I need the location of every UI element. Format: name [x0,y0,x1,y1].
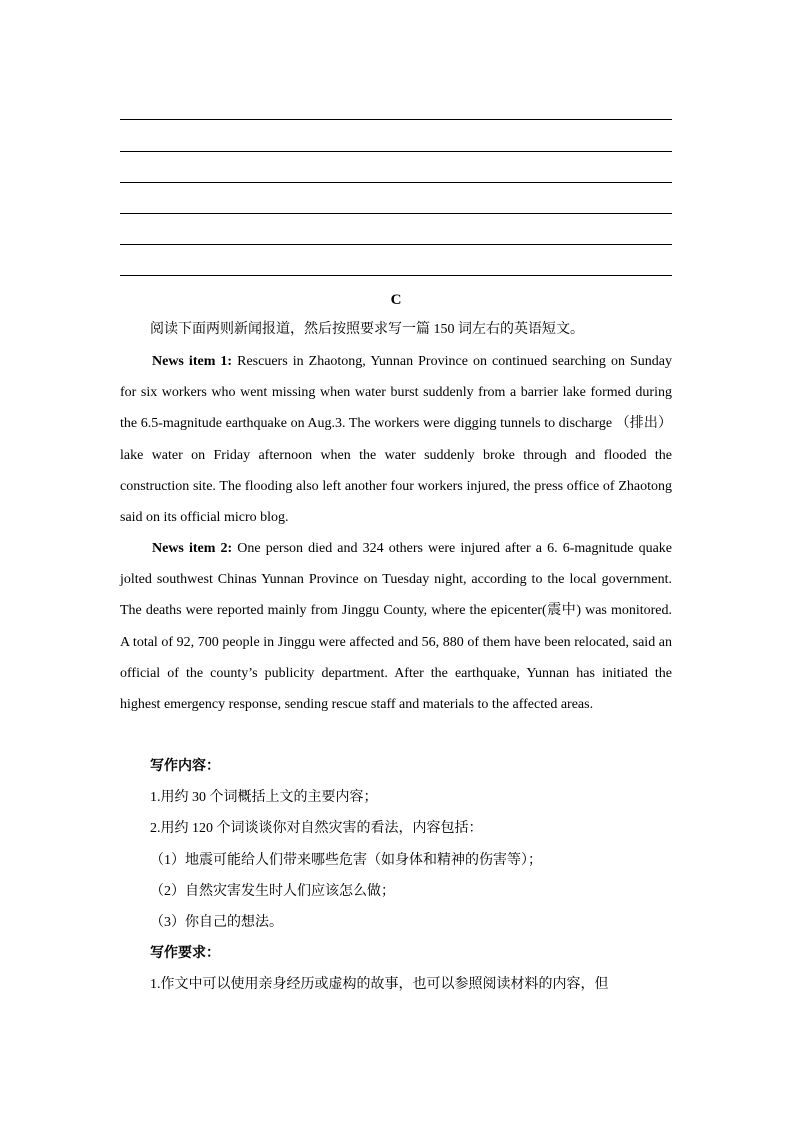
news-item-2 [120,533,672,720]
writing-requirements-item: 1.作文中可以使用亲身经历或虚构的故事，也可以参照阅读材料的内容，但 [150,977,609,992]
answer-line [120,119,672,120]
writing-content-item: （3）你自己的想法。 [150,915,283,930]
writing-requirements-heading: 写作要求： [150,946,220,961]
writing-content-heading: 写作内容： [150,759,220,774]
news-item-1-text: Rescuers in Zhaotong, Yunnan Province on continued searching on Sunday for six workers who went missing when water burst suddenly from a barrier lake formed during the 6.5-magnitude earthquake on Aug.3. The workers were digging tunnels to discharge （排出）lake water on Friday afternoon when the water suddenly broke through and flooded the construction site. The flooding also left another four workers injured, the press office of Zhaotong said on its official micro blog. [120,354,672,526]
answer-line [120,275,672,276]
section-letter: C [390,292,402,308]
answer-line [120,151,672,152]
news-item-2-label: News item 2: [152,541,233,556]
writing-content-item: （2）自然灾害发生时人们应该怎么做； [150,884,395,899]
answer-line [120,213,672,214]
answer-line [120,244,672,245]
writing-content-item: （1）地震可能给人们带来哪些危害（如身体和精神的伤害等）； [150,853,542,868]
answer-line [120,182,672,183]
news-item-1 [120,346,672,533]
instruction: 阅读下面两则新闻报道，然后按照要求写一篇 150 词左右的英语短文。 [150,322,584,337]
news-item-2-text: One person died and 324 others were injured after a 6. 6-magnitude quake jolted southwest Chinas Yunnan Province on Tuesday night, according to the local government. The deaths were reported mainly from Jinggu County, where the epicenter(震中) was monitored. A total of 92, 700 people in Jinggu were affected and 56, 880 of them have been relocated, said an official of the county’s publicity department. After the earthquake, Yunnan has initiated the highest emergency response, sending rescue staff and materials to the affected areas. [120,541,672,713]
news-item-1-label: News item 1: [152,354,233,369]
writing-content-item: 2.用约 120 个词谈谈你对自然灾害的看法，内容包括： [150,821,483,836]
writing-content-item: 1.用约 30 个词概括上文的主要内容； [150,790,378,805]
